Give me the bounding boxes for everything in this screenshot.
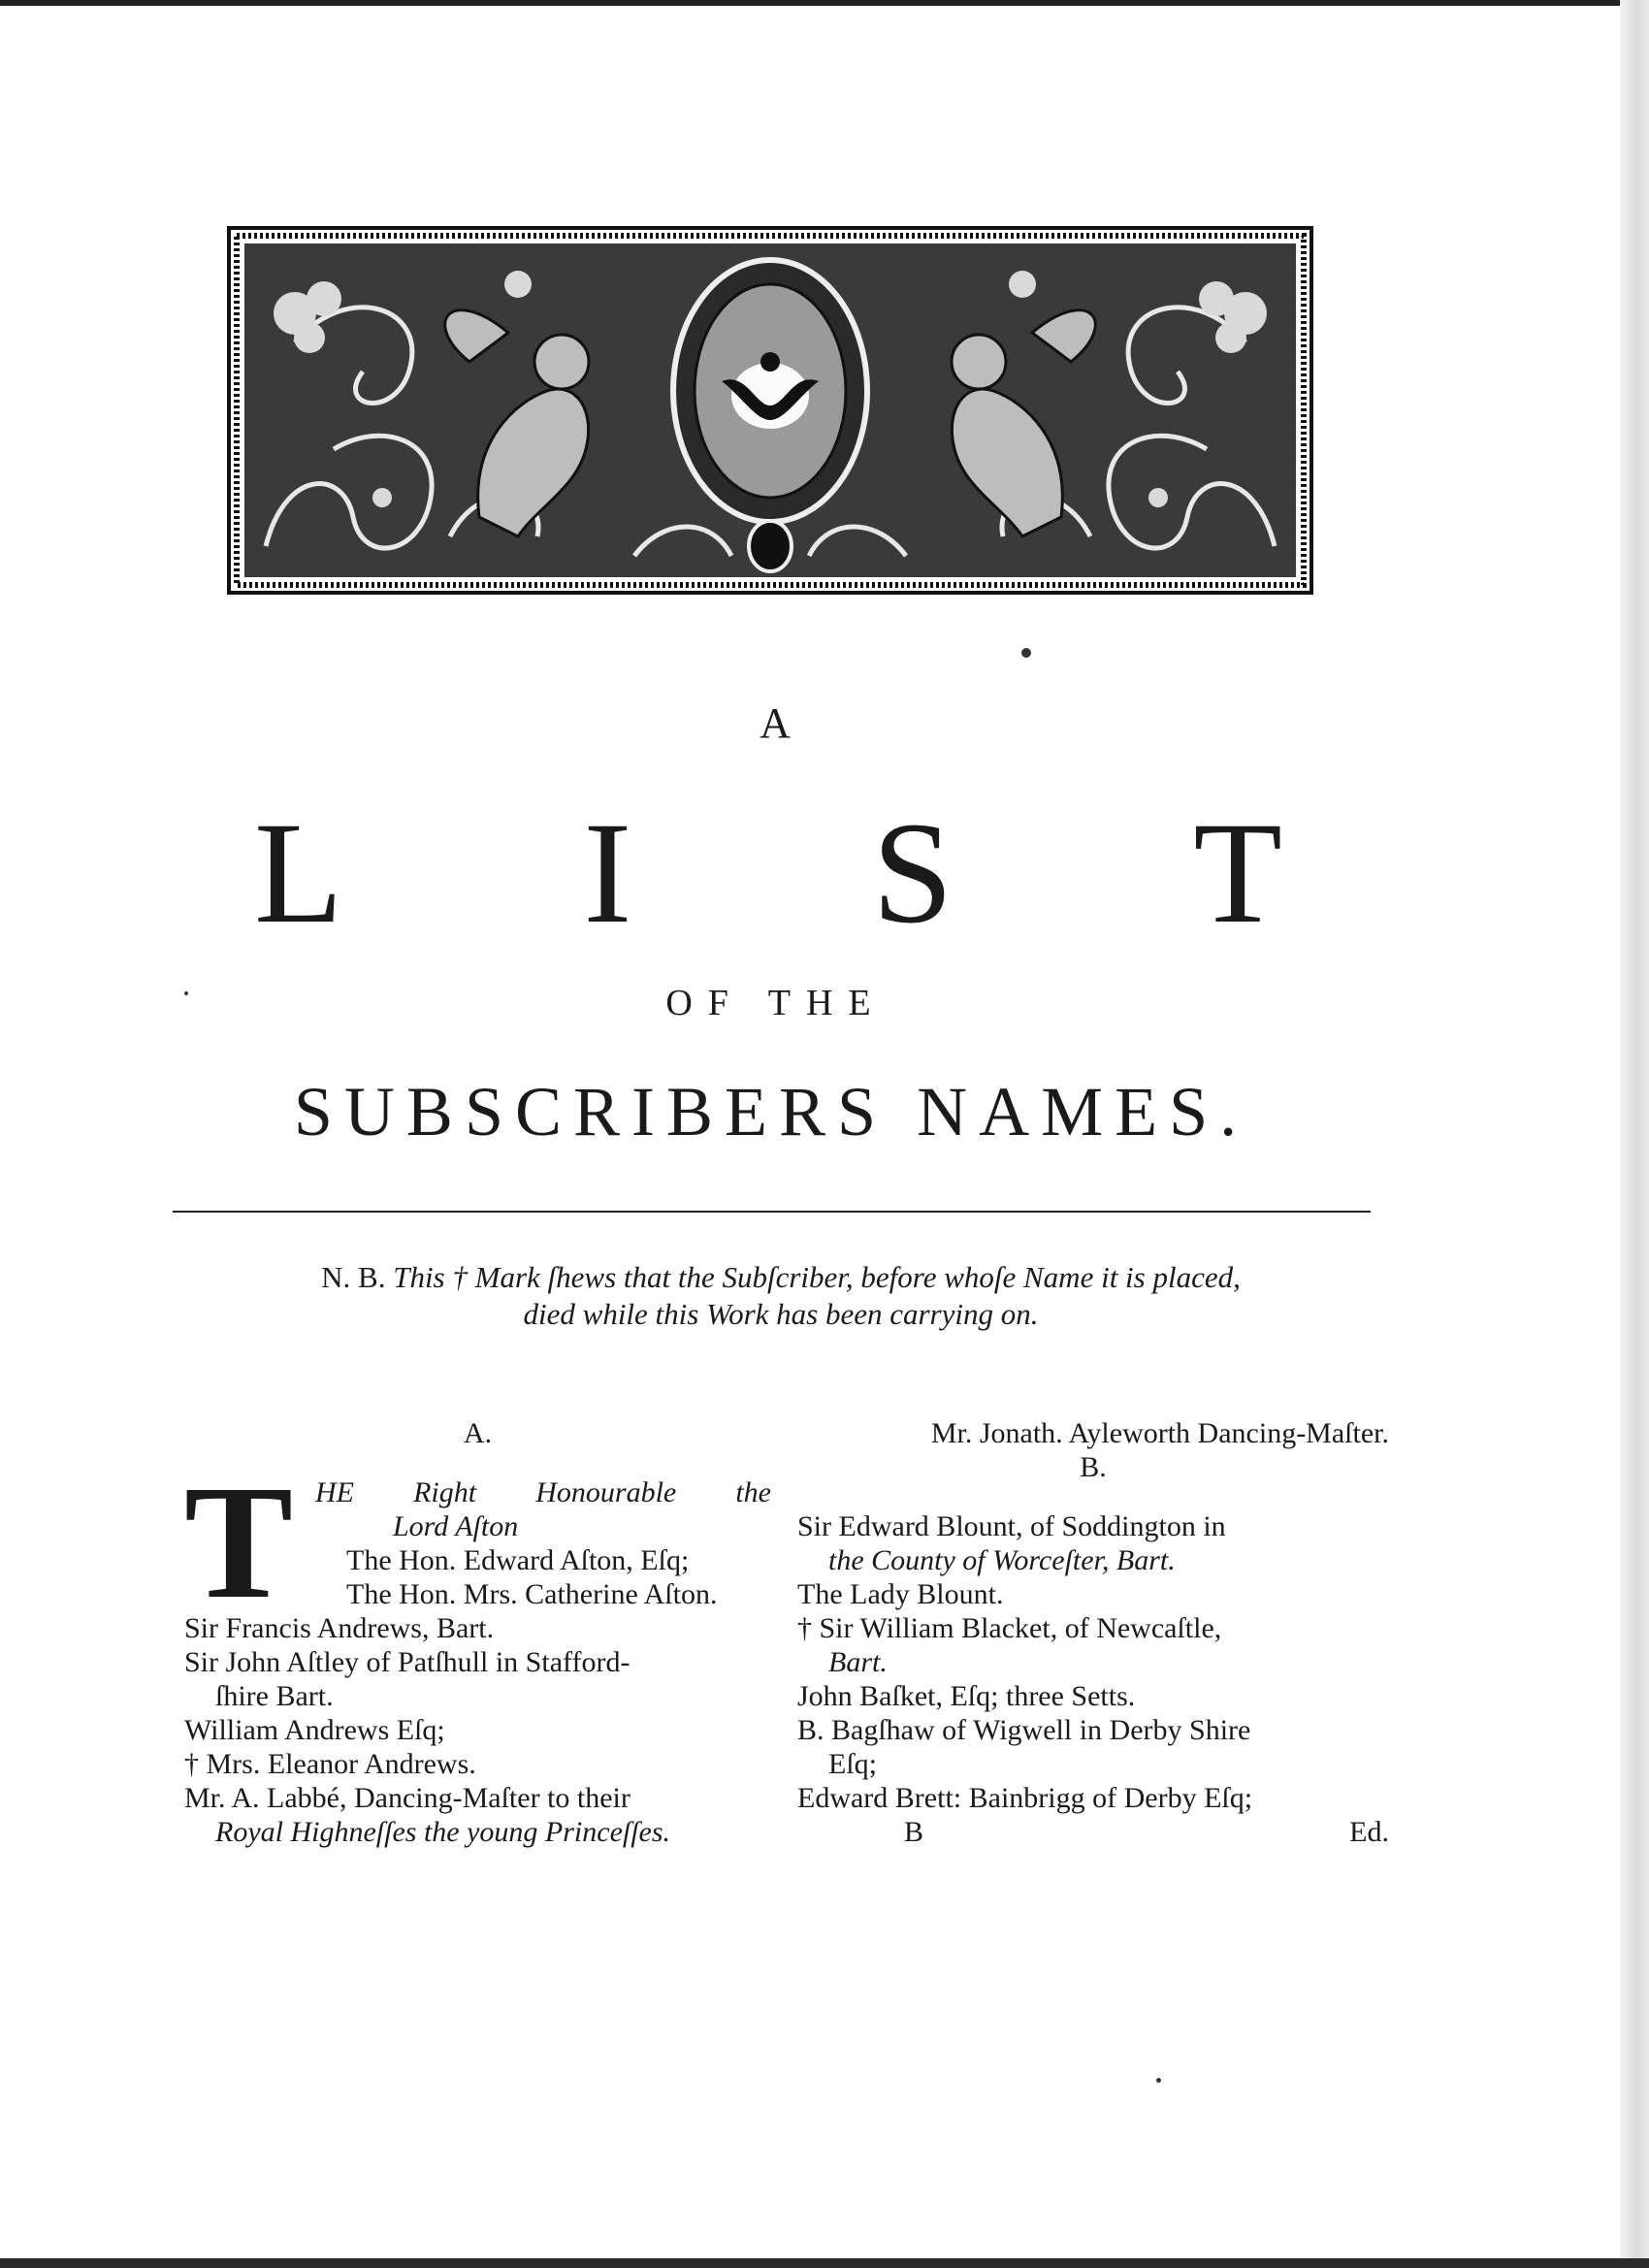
ink-speck — [184, 991, 188, 995]
entry-3: William Andrews Eſq; — [184, 1714, 445, 1746]
drop-cap: T — [184, 1452, 294, 1633]
title-letter-i: I — [583, 793, 632, 954]
entry-b3-line-2: Bart. — [828, 1646, 888, 1678]
entry-5-line-1: Mr. A. Labbé, Dancing-Maſter to their — [184, 1782, 630, 1814]
entry-b5-line-1: B. Bagſhaw of Wigwell in Derby Shire — [797, 1714, 1251, 1746]
nb-prefix: N. B. — [321, 1260, 386, 1294]
title-of-the: OF THE — [665, 983, 887, 1023]
title-letter-l: L — [254, 793, 343, 954]
ornament-engraving — [227, 226, 1313, 595]
right-column — [797, 1416, 1389, 1849]
first-entry-line-2: Lord Aſton — [393, 1510, 519, 1542]
entry-continued: Mr. Jonath. Ayleworth Dancing-Maſter. — [930, 1417, 1389, 1449]
sub-entry-1: The Hon. Edward Aſton, Eſq; — [346, 1544, 690, 1576]
entry-4: † Mrs. Eleanor Andrews. — [184, 1748, 476, 1780]
title-letter-s: S — [872, 793, 954, 954]
entry-b5-line-2: Eſq; — [828, 1748, 877, 1780]
catchline — [797, 1815, 1389, 1849]
ink-speck — [1156, 2078, 1161, 2083]
catchword: Ed. — [1349, 1816, 1389, 1848]
entry-b6: Edward Brett: Bainbrigg of Derby Eſq; — [797, 1782, 1253, 1814]
scan-edge-right — [1620, 0, 1649, 2268]
nb-line-1: This † Mark ſhews that the Subſcriber, before whoſe Name it is placed, — [393, 1260, 1241, 1294]
title-list — [254, 791, 1282, 956]
entry-b3-line-1: † Sir William Blacket, of Newcaſtle, — [797, 1612, 1222, 1644]
horizontal-rule — [173, 1211, 1371, 1213]
left-column — [184, 1416, 771, 1849]
scan-edge-top — [0, 0, 1649, 6]
entry-5-line-2: Royal Highneſſes the young Princeſſes. — [215, 1816, 671, 1848]
entry-2-line-1: Sir John Aſtley of Patſhull in Stafford- — [184, 1646, 630, 1678]
entry-b4: John Baſket, Eſq; three Setts. — [797, 1680, 1136, 1712]
first-entry-line-1: HE Right Honourable the — [315, 1476, 771, 1508]
section-heading-a: A. — [463, 1417, 493, 1449]
title-article: A — [760, 699, 792, 747]
entry-1: Sir Francis Andrews, Bart. — [184, 1612, 495, 1644]
nota-bene — [146, 1259, 1416, 1333]
section-heading-b: B. — [1080, 1451, 1107, 1483]
entry-2-line-2: ſhire Bart. — [215, 1680, 334, 1712]
scan-edge-bottom — [0, 2258, 1649, 2268]
title-subscribers-names: SUBSCRIBERS NAMES. — [293, 1073, 1249, 1150]
signature-mark: B — [904, 1816, 924, 1848]
entry-b2: The Lady Blount. — [797, 1578, 1004, 1610]
nb-line-2: died while this Work has been carrying on. — [523, 1297, 1039, 1331]
entry-b1-line-2: the County of Worceſter, Bart. — [828, 1544, 1176, 1576]
title-letter-t: T — [1193, 793, 1282, 954]
headpiece-ornament — [227, 226, 1313, 595]
ink-speck — [1021, 648, 1031, 658]
sub-entry-2: The Hon. Mrs. Catherine Aſton. — [346, 1578, 718, 1610]
entry-b1-line-1: Sir Edward Blount, of Soddington in — [797, 1510, 1226, 1542]
